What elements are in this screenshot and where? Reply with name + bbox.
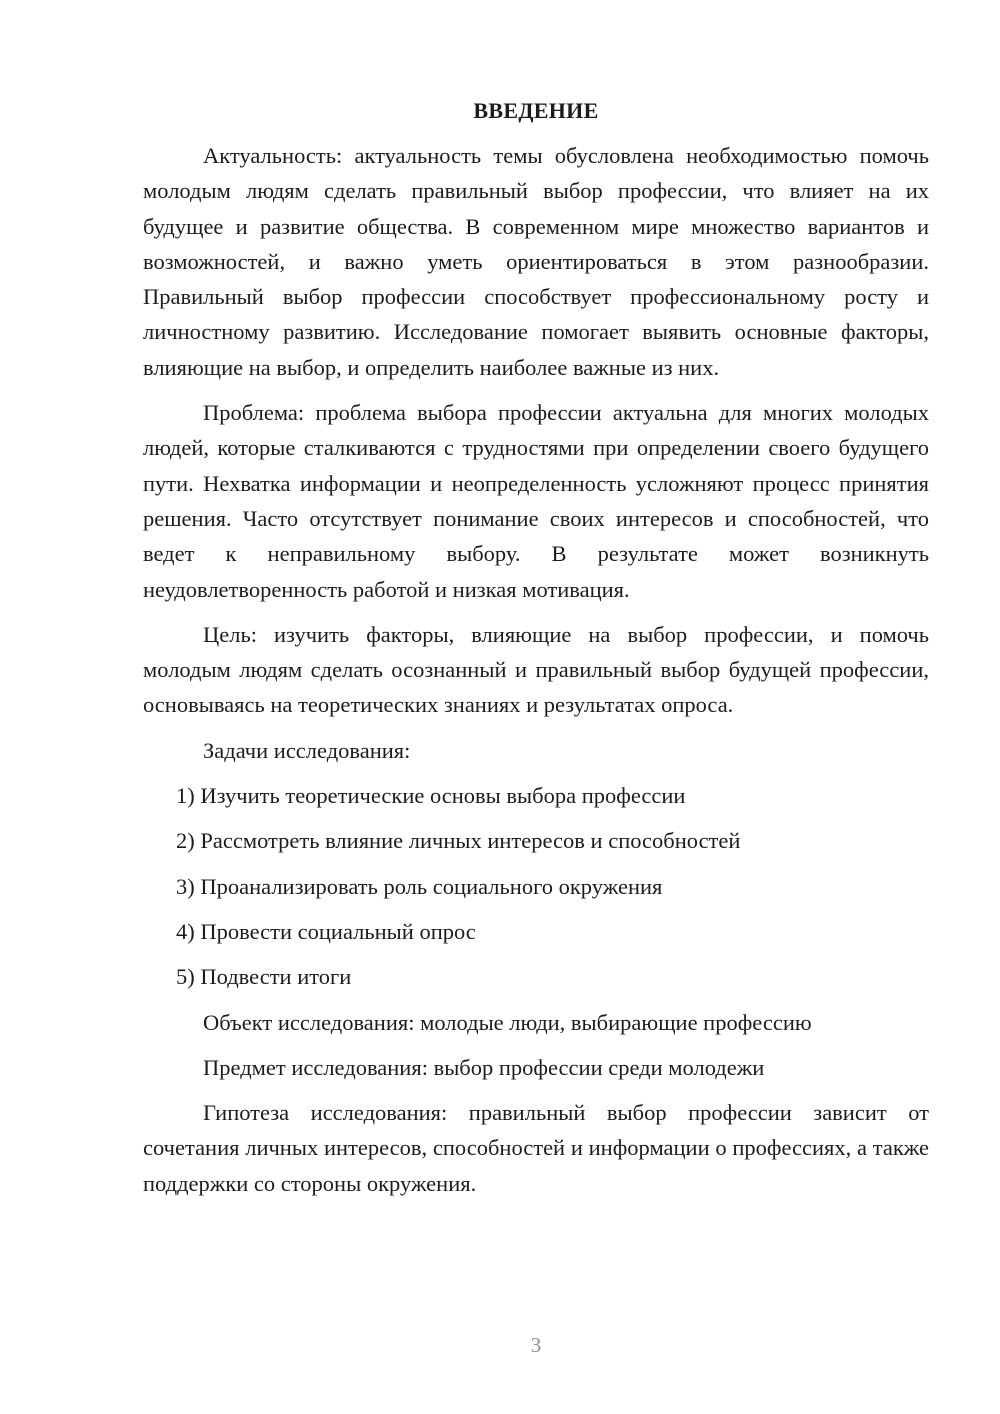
- task-item: 5) Подвести итоги: [176, 964, 352, 990]
- page-title: ВВЕДЕНИЕ: [473, 98, 599, 123]
- relevance-paragraph: Актуальность: актуальность темы обусловлена необходимостью помочь молодым людям сделать правильный выбор профессии, что влияет на их будущее и развитие общества. В современном мире множество вариантов и возможностей, и важно уметь ориентироваться в этом разнообразии. Правильный выбор профессии способствует профессиональному росту и личностному развитию. Исследование помогает выявить основные факторы, влияющие на выбор, и определить наиболее важные из них.: [143, 143, 929, 380]
- task-item: 3) Проанализировать роль социального окружения: [176, 873, 663, 899]
- task-item: 2) Рассмотреть влияние личных интересов и способностей: [176, 828, 741, 854]
- goal-paragraph: Цель: изучить факторы, влияющие на выбор профессии, и помочь молодым людям сделать осознанный и правильный выбор будущей профессии, основываясь на теоретических знаниях и результатах опроса.: [143, 621, 929, 718]
- document-page: [143, 96, 929, 1211]
- research-subject: Предмет исследования: выбор профессии среди молодежи: [203, 1054, 765, 1080]
- tasks-list: [143, 778, 929, 994]
- research-object: Объект исследования: молодые люди, выбирающие профессию: [203, 1009, 812, 1035]
- hypothesis-paragraph: Гипотеза исследования: правильный выбор профессии зависит от сочетания личных интересов, способностей и информации о профессиях, а также поддержки со стороны окружения.: [143, 1100, 929, 1196]
- problem-paragraph: Проблема: проблема выбора профессии актуальна для многих молодых людей, которые сталкиваются с трудностями при определении своего будущего пути. Нехватка информации и неопределенность усложняют процесс принятия решения. Часто отсутствует понимание своих интересов и способностей, что ведет к неправильному выбору. В результате может возникнуть неудовлетворенность работой и низкая мотивация.: [143, 400, 929, 602]
- task-item: 4) Провести социальный опрос: [176, 918, 476, 944]
- page-number: 3: [530, 1333, 542, 1357]
- tasks-title: Задачи исследования:: [203, 737, 411, 763]
- task-item: 1) Изучить теоретические основы выбора профессии: [176, 783, 686, 809]
